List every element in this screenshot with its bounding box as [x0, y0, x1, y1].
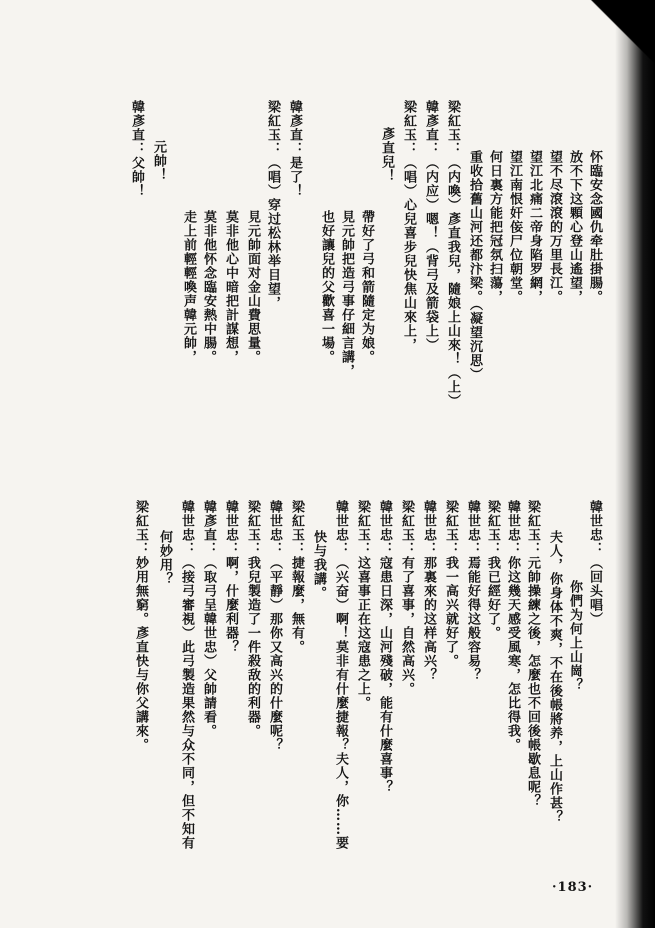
text-column: 韓世忠：（接弓審視）此弓製造果然与众不同，但不知有 [179, 500, 194, 850]
text-column: 重收拾舊山河还都汴梁。（凝望沉思） [467, 150, 482, 382]
text-column: 韓彥直：（内应）嗯！（背弓及箭袋上） [423, 100, 438, 352]
text-column: 梁紅玉：有了喜事，自然高兴。 [399, 500, 414, 696]
text-column: 元帥！ [151, 140, 166, 182]
text-column: 何妙用？ [157, 530, 172, 586]
text-column: 梁紅玉：我兒製造了一件殺敌的利器。 [245, 500, 260, 738]
text-column: 梁紅玉：我已經好了。 [485, 500, 500, 640]
text-column: 也好讓兒的父歡喜一場。 [319, 210, 334, 364]
text-column: 梁紅玉：（唱）穿过松林举目望， [265, 100, 280, 310]
text-column: 你們为何上山崗？ [567, 580, 582, 692]
text-column: 韓世忠：你这幾天感受風寒，怎比得我。 [505, 500, 520, 752]
text-column: 見元帥把造弓事仔細言講， [339, 210, 354, 378]
text-column: 見元帥面对金山費思量。 [245, 210, 260, 364]
text-column: 走上前輕輕喚声韓元帥， [181, 210, 196, 364]
text-column: 韓世忠：（兴奋）啊！莫非有什麼捷報？夫人，你……要 [333, 500, 348, 850]
text-column: 韓彥直：父帥！ [129, 100, 144, 198]
text-column: 韓世忠：啊，什麼利器？ [223, 500, 238, 654]
book-binding-shadow [615, 0, 655, 928]
page-corner-fold [565, 0, 655, 90]
text-column: 望江南恨奸侫尸位朝堂。 [507, 150, 522, 304]
text-column: 韓世忠：（回头唱） [587, 500, 602, 626]
text-column: 帶好了弓和箭隨定为娘。 [359, 210, 374, 364]
page-number: ·183· [552, 880, 594, 895]
text-column: 韓世忠：焉能好得这般容易？ [465, 500, 480, 682]
text-column: 彥直兒！ [379, 127, 394, 183]
text-column: 梁紅玉：这喜事正在这寇患之上。 [355, 500, 370, 710]
text-column: 何日裏方能把冠氛扫蕩， [487, 150, 502, 304]
text-column: 莫非他怀念臨安熱中腸。 [201, 210, 216, 364]
text-column: 望不尽滾滾的万里長江。 [547, 150, 562, 304]
text-column: 怀臨安念國仇牵肚掛腸。 [587, 150, 602, 304]
text-column: 望江北痛二帝身陷罗網， [527, 150, 542, 304]
text-column: 梁紅玉：（唱）心兒喜步兒快焦山來上， [401, 100, 416, 352]
text-column: 梁紅玉：捷報麼，無有。 [289, 500, 304, 654]
text-column: 梁紅玉：元帥操練之後，怎麼也不回後帳歇息呢？ [525, 500, 540, 808]
text-column: 韓彥直：（取弓呈韓世忠）父帥請看。 [201, 500, 216, 738]
text-column: 梁紅玉：（内喚）彥直我兒，隨娘上山來！（上） [445, 100, 460, 408]
text-column: 韓世忠：那裏來的这样高兴？ [421, 500, 436, 682]
text-column: 快与我講。 [311, 530, 326, 600]
text-column: 梁紅玉：我一高兴就好了。 [443, 500, 458, 668]
text-column: 韓彥直：是了！ [287, 100, 302, 198]
text-column: 放不下这顆心登山遙望， [567, 150, 582, 304]
text-column: 梁紅玉：妙用無窮。彥直快与你父講來。 [133, 500, 148, 752]
text-column: 夫人，你身体不爽，不在後帳將养，上山作甚？ [547, 530, 562, 824]
text-column: 莫非他心中暗把計謀想， [223, 210, 238, 364]
text-column: 韓世忠：寇患日深，山河殘破，能有什麼喜事？ [377, 500, 392, 794]
text-column: 韓世忠：（平靜）那你又高兴的什麼呢？ [267, 500, 282, 752]
